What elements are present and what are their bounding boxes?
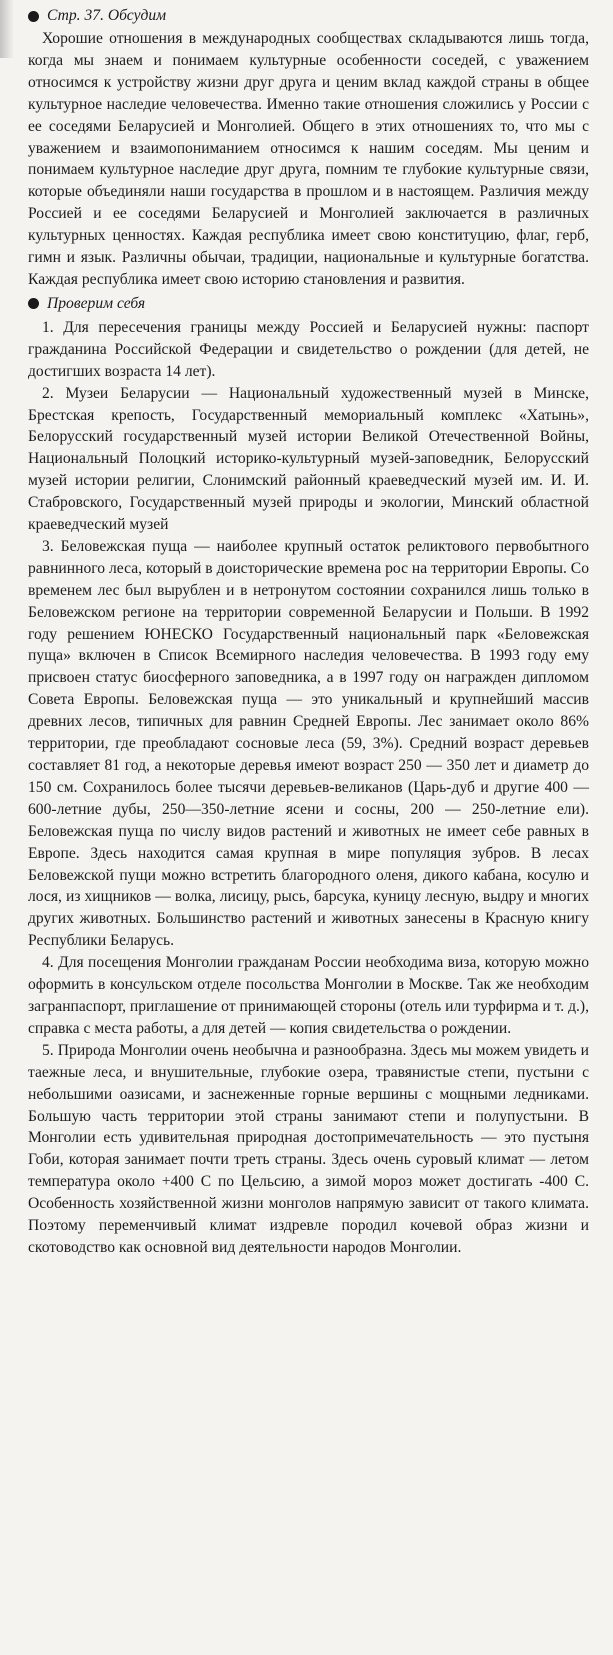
answer-text: Для посещения Монголии гражданам России необходима виза, которую можно оформить в консульском отделе посольства Монголии в Москве. Так же необходим загранпаспорт, приглашение от принимающей стороны (отель или турфирма и т. д.), справка с места работы, а для детей — копия свидетельства о рождении. [28,954,589,1037]
answer-number: 5. [42,1041,54,1059]
discussion-paragraph: Хорошие отношения в международных сообществах складываются лишь тогда, когда мы знаем и понимаем культурные особенности соседей, с уважением относимся к устройству жизни друг друга и ценим вклад каждой страны в общее культурное наследие человечества. Именно такие отношения сложились у России с ее соседями Беларусией и Монголией. Общего в этих отношениях то, что мы с уважением и взаимопониманием относимся к нашим соседям. Мы ценим и понимаем культурное наследие друг друга, помним те глубокие культурные связи, которые объединяли наши государства в прошлом и в настоящем. Различия между Россией и ее соседями Беларусией и Монголией заключается в различных культурных ценностях. Каждая республика имеет свою конституцию, флаг, герб, гимн и язык. Различны обычаи, традиции, национальные и культурные богатства. Каждая республика имеет свою историю становления и развития. [28,30,589,288]
answer-number: 3. [42,537,54,555]
answer-text: Музеи Беларусии — Национальный художественный музей в Минске, Брестская крепость, Государственный мемориальный комплекс «Хатынь», Белорусский государственный музей истории Великой Отечественной Войны, Национальный Полоцкий историко-культурный музей-заповедник, Белорусский музей истории религии, Слонимский районный краеведческий музей им. И. И. Стабровского, Государственный музей природы и экологии, Минский областной краеведческий музей [28,384,589,534]
answer-paragraph [28,317,589,383]
answer-number: 4. [42,954,54,972]
answer-text: Беловежская пуща — наиболее крупный остаток реликтового первобытного равнинного леса, который в доисторические времена рос на территории Европы. Со временем лес был вырублен и в нетронутом состоянии сохранился лишь только в Беловежском регионе на территории современной Беларусии и Польши. В 1992 году решением ЮНЕСКО Государственный национальный парк «Беловежская пуща» включен в Список Всемирного наследия человечества. В 1993 году ему присвоен статус биосферного заповедника, а в 1997 году он награжден дипломом Совета Европы. Беловежская пуща — это уникальный и крупнейший массив древних лесов, типичных для равнин Средней Европы. Лес занимает около 86% территории, где преобладают сосновые леса (59, 3%). Средний возраст деревьев составляет 81 год, а некоторые деревья имеют возраст 250 — 350 лет и диаметр до 150 см. Сохранилось более тысячи деревьев-великанов (Царь-дуб и другие 400 — 600-летние дубы, 250—350-летние ясени и сосны, 200 — 250-летние ели). Беловежская пуща по числу видов растений и животных не имеет себе равных в Европе. Здесь находится самая крупная в мире популяция зубров. В лесах Беловежской пущи можно встретить благородного оленя, дикого кабана, косулю и лося, из хищников — волка, лисицу, рысь, барсука, куницу лесную, выдру и многих других животных. Большинство растений и животных занесены в Красную книгу Республики Беларусь. [28,537,590,950]
answer-item [28,1040,589,1259]
answer-paragraph [28,1040,589,1259]
scan-edge-shadow [0,0,14,58]
answer-number: 1. [42,318,54,336]
answer-text: Для пересечения границы между Россией и Беларусией нужны: паспорт гражданина Российской Федерации и свидетельство о рождении (для детей, не достигших возраста 14 лет). [28,318,589,380]
answer-item [28,952,589,1040]
answer-item [28,317,589,383]
answer-paragraph [28,952,589,1040]
answer-paragraph [28,536,589,952]
bullet-icon [28,298,39,309]
check-section-title: Проверим себя [47,294,146,312]
answer-item [28,383,589,536]
answer-number: 2. [42,384,54,402]
answer-item [28,536,589,952]
bullet-icon [28,11,39,22]
section-title: Стр. 37. Обсудим [47,7,167,24]
check-section-heading [28,294,589,314]
answer-paragraph [28,383,589,536]
answer-text: Природа Монголии очень необычна и разнообразна. Здесь мы можем увидеть и таежные леса, и внушительные, глубокие озера, травянистые степи, пустыни с небольшими оазисами, и заснеженные горные вершины с мощными ледниками. Большую часть территории этой страны занимают степи и полупустыни. В Монголии есть удивительная природная достопримечательность — это пустыня Гоби, которая занимает почти треть страны. Здесь очень суровый климат — летом температура около +400 С по Цельсию, а зимой мороз может достигать -400 С. Особенность хозяйственной жизни монголов напрямую зависит от такого климата. Поэтому переменчивый климат издревле породил кочевой образ жизни и скотоводство как основной вид деятельности народов Монголии. [28,1041,589,1256]
section-heading [28,6,589,26]
answers-list [28,317,589,1259]
